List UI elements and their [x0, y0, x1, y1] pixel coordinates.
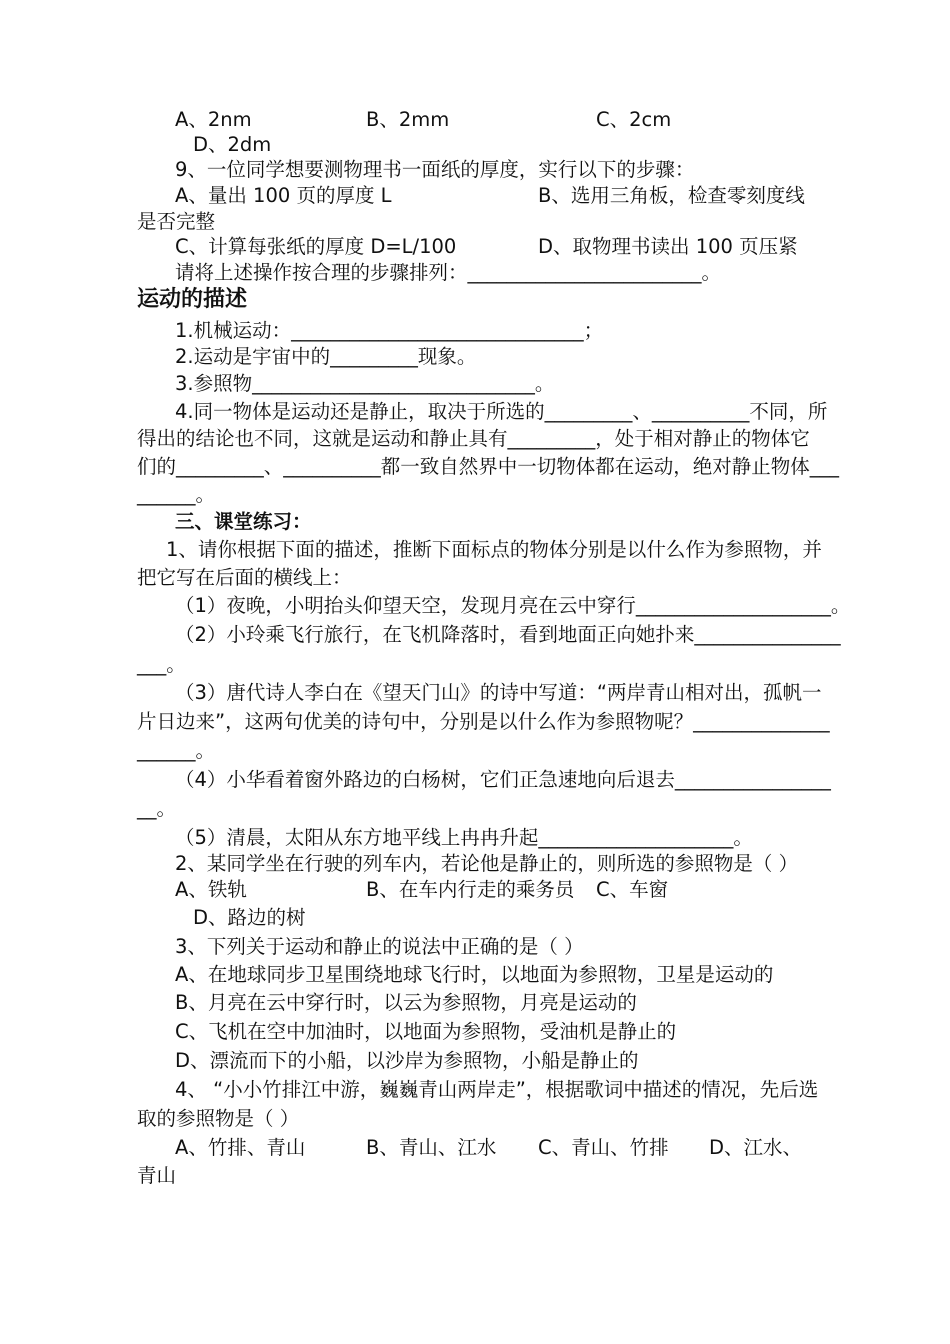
practice-q3-option-d: D、漂流而下的小船，以沙岸为参照物，小船是静止的: [175, 1049, 639, 1072]
q8-option-c: C、2cm: [596, 108, 672, 131]
q9-prompt: 请将上述操作按合理的步骤排列：________________________。: [175, 261, 722, 284]
practice-q4-option-d-cont: 青山: [137, 1164, 177, 1187]
section-title: 运动的描述: [137, 287, 248, 312]
practice-q1-item-5: （5）清晨，太阳从东方地平线上冉冉升起____________________。: [175, 826, 753, 849]
practice-q4-line-1: 4、 “小小竹排江中游，巍巍青山两岸走”，根据歌词中描述的情况，先后选: [175, 1078, 819, 1101]
practice-q4-line-2: 取的参照物是（ ）: [137, 1107, 300, 1130]
concept-4-line-3: 们的_________、__________都一致自然界中一切物体都在运动，绝对静止物体___: [137, 455, 840, 478]
q8-option-b: B、2mm: [366, 108, 450, 131]
practice-q4-option-c: C、青山、竹排: [538, 1136, 669, 1159]
practice-q1-item-4-cont: __。: [137, 797, 177, 820]
practice-q4-option-a: A、竹排、青山: [175, 1136, 306, 1159]
practice-q4-option-b: B、青山、江水: [366, 1136, 497, 1159]
practice-q1-item-4: （4）小华看着窗外路边的白杨树，它们正急速地向后退去________________: [175, 768, 831, 791]
q8-option-d: D、2dm: [193, 133, 272, 156]
practice-q1-item-3: （3）唐代诗人李白在《望天门山》的诗中写道：“两岸青山相对出，孤帆一: [175, 681, 822, 704]
q9-stem: 9、一位同学想要测物理书一面纸的厚度，实行以下的步骤：: [175, 158, 695, 181]
practice-q2-option-a: A、铁轨: [175, 878, 247, 901]
q9-option-a: A、量出 100 页的厚度 L: [175, 184, 392, 207]
q8-option-a: A、2nm: [175, 108, 252, 131]
concept-4-line-4: ______。: [137, 483, 216, 506]
concept-3: 3.参照物_____________________________。: [175, 372, 555, 395]
concept-4-line-2: 得出的结论也不同，这就是运动和静止具有_________，处于相对静止的物体它: [137, 427, 810, 450]
practice-q1-line-2: 把它写在后面的横线上：: [137, 566, 352, 589]
practice-title: 三、课堂练习：: [175, 510, 312, 533]
practice-q3-option-b: B、月亮在云中穿行时，以云为参照物，月亮是运动的: [175, 991, 637, 1014]
practice-q1-line-1: 1、请你根据下面的描述，推断下面标点的物体分别是以什么作为参照物，并: [166, 538, 822, 561]
practice-q4-option-d: D、江水、: [709, 1136, 803, 1159]
practice-q1-item-3-line-3: ______。: [137, 739, 216, 762]
practice-q3: 3、下列关于运动和静止的说法中正确的是（ ）: [175, 935, 584, 958]
q9-option-d: D、取物理书读出 100 页压紧: [538, 235, 798, 258]
q9-option-c: C、计算每张纸的厚度 D=L/100: [175, 235, 457, 258]
q9-option-b-cont: 是否完整: [137, 210, 216, 233]
practice-q1-item-1: （1）夜晚，小明抬头仰望天空，发现月亮在云中穿行____________________。: [175, 594, 851, 617]
practice-q2-option-d: D、路边的树: [193, 906, 306, 929]
q9-option-b: B、选用三角板，检查零刻度线: [538, 184, 805, 207]
practice-q3-option-a: A、在地球同步卫星围绕地球飞行时，以地面为参照物，卫星是运动的: [175, 963, 774, 986]
practice-q2-option-b: B、在车内行走的乘务员: [366, 878, 575, 901]
concept-1: 1.机械运动：______________________________；: [175, 319, 604, 342]
concept-2: 2.运动是宇宙中的_________现象。: [175, 345, 477, 368]
practice-q3-option-c: C、飞机在空中加油时，以地面为参照物，受油机是静止的: [175, 1020, 677, 1043]
practice-q2-option-c: C、车窗: [596, 878, 669, 901]
practice-q2: 2、某同学坐在行驶的列车内，若论他是静止的，则所选的参照物是（ ）: [175, 852, 799, 875]
concept-4-line-1: 4.同一物体是运动还是静止，取决于所选的_________、__________不同，所: [175, 400, 828, 423]
practice-q1-item-3-line-2: 片日边来”，这两句优美的诗句中，分别是以什么作为参照物呢？______________: [137, 710, 830, 733]
practice-q1-item-2: （2）小玲乘飞行旅行，在飞机降落时，看到地面正向她扑来_______________: [175, 623, 841, 646]
practice-q1-item-2-cont: ___。: [137, 653, 186, 676]
